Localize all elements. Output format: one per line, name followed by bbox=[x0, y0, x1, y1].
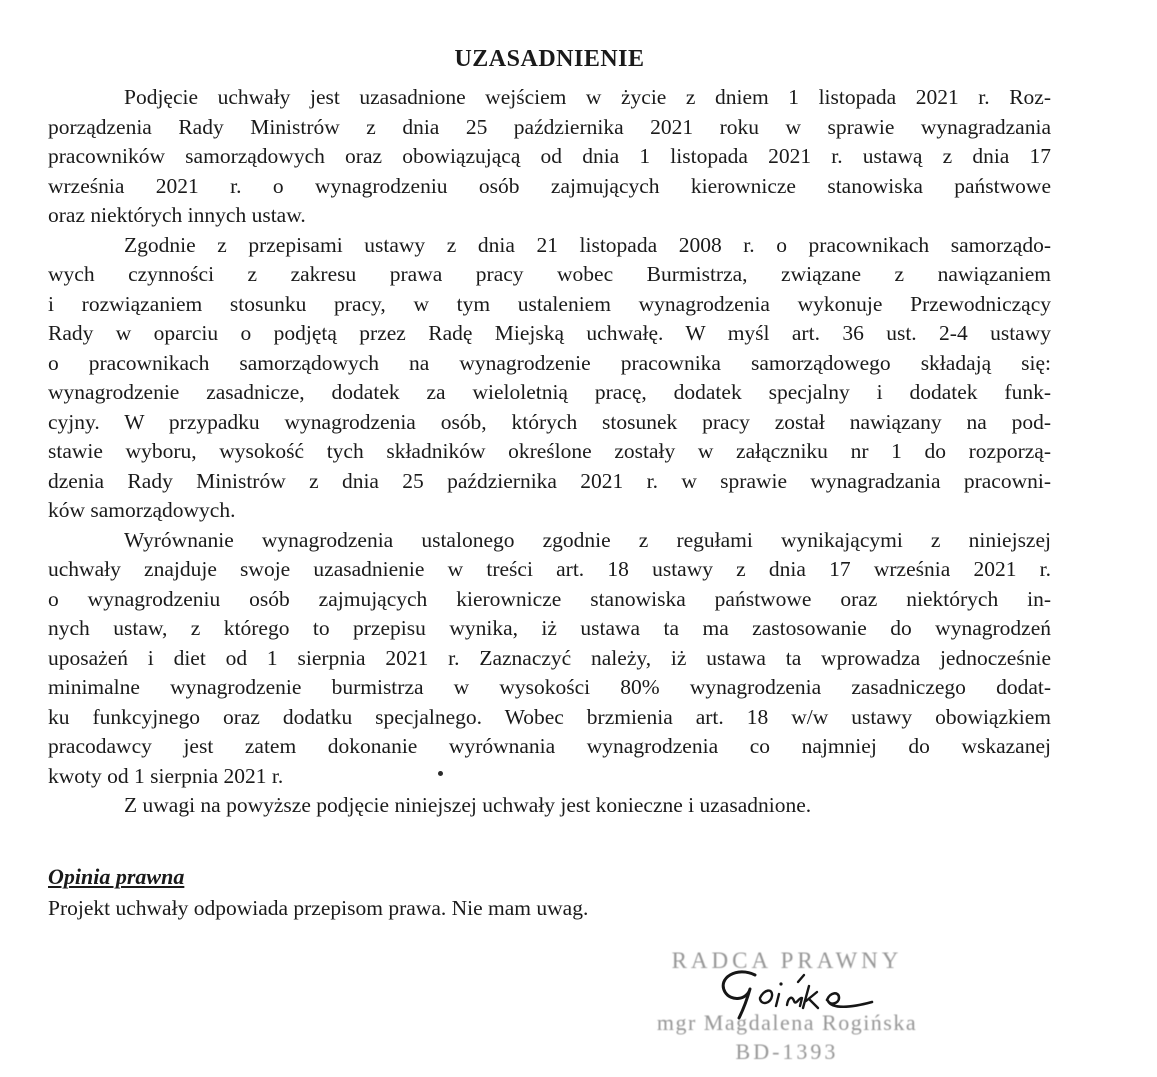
body-line: oraz niektórych innych ustaw. bbox=[48, 203, 306, 227]
body-line: Wyrównanie wynagrodzenia ustalonego zgodnie z regułami wynikającymi z niniejszej bbox=[124, 527, 1051, 552]
document-body bbox=[48, 44, 1051, 925]
body-line: nych ustaw, z którego to przepisu wynika, iż ustawa ta ma zastosowanie do wynagrodzeń bbox=[48, 616, 1051, 640]
body-line: pracodawcy jest zatem dokonanie wyrównania wynagrodzenia co najmniej do wskazanej bbox=[48, 734, 1051, 758]
signature-icon bbox=[703, 962, 878, 1020]
opinion-heading: Opinia prawna bbox=[48, 863, 185, 889]
body-line: stawie wyboru, wysokość tych składników określone zostały w załączniku nr 1 do rozporzą- bbox=[48, 439, 1051, 463]
body-line: ków samorządowych. bbox=[48, 498, 236, 522]
body-line: o wynagrodzeniu osób zajmujących kierownicze stanowiska państwowe oraz niektórych in- bbox=[48, 586, 1051, 611]
body-line: września 2021 r. o wynagrodzeniu osób zajmujących kierownicze stanowiska państwowe bbox=[48, 173, 1051, 198]
body-line: cyjny. W przypadku wynagrodzenia osób, których stosunek pracy został nawiązany na pod- bbox=[48, 409, 1051, 434]
opinion-text: Projekt uchwały odpowiada przepisom prawa. Nie mam uwag. bbox=[48, 895, 589, 920]
body-line: porządzenia Rady Ministrów z dnia 25 października 2021 roku w sprawie wynagradzania bbox=[48, 114, 1051, 139]
body-line: pracowników samorządowych oraz obowiązującą od dnia 1 listopada 2021 r. ustawą z dnia 17 bbox=[48, 144, 1051, 168]
stamp-role: RADCA PRAWNY bbox=[671, 948, 903, 973]
body-line: uposażeń i diet od 1 sierpnia 2021 r. Zaznaczyć należy, iż ustawa ta wprowadza jednocześnie bbox=[48, 645, 1051, 670]
document-title: UZASADNIENIE bbox=[454, 46, 645, 72]
body-line: minimalne wynagrodzenie burmistrza w wysokości 80% wynagrodzenia zasadniczego dodat- bbox=[48, 675, 1051, 699]
body-line: wynagrodzenie zasadnicze, dodatek za wieloletnią pracę, dodatek specjalny i dodatek funk- bbox=[48, 380, 1051, 404]
body-line: dzenia Rady Ministrów z dnia 25 października 2021 r. w sprawie wynagradzania pracowni- bbox=[48, 468, 1051, 493]
body-line: Zgodnie z przepisami ustawy z dnia 21 listopada 2008 r. o pracownikach samorządo- bbox=[124, 232, 1051, 257]
body-line: o pracownikach samorządowych na wynagrodzenie pracownika samorządowego składają się: bbox=[48, 350, 1051, 375]
signature bbox=[703, 962, 878, 1020]
body-line: uchwały znajduje swoje uzasadnienie w treści art. 18 ustawy z dnia 17 września 2021 r. bbox=[48, 557, 1051, 581]
body-line: i rozwiązaniem stosunku pracy, w tym ustaleniem wynagrodzenia wykonuje Przewodniczący bbox=[48, 291, 1051, 316]
body-line: Rady w oparciu o podjętą przez Radę Miejską uchwałę. W myśl art. 36 ust. 2-4 ustawy bbox=[48, 321, 1051, 345]
stamp-number: BD-1393 bbox=[735, 1039, 839, 1064]
body-line: ku funkcyjnego oraz dodatku specjalnego. Wobec brzmienia art. 18 w/w ustawy obowiązkiem bbox=[48, 704, 1051, 729]
body-line: wych czynności z zakresu prawa pracy wobec Burmistrza, związane z nawiązaniem bbox=[48, 262, 1051, 286]
body-line: Podjęcie uchwały jest uzasadnione wejściem w życie z dniem 1 listopada 2021 r. Roz- bbox=[124, 85, 1051, 109]
legal-opinion-section bbox=[48, 861, 1051, 925]
body-line: kwoty od 1 sierpnia 2021 r. bbox=[48, 763, 284, 788]
body-line: Z uwagi na powyższe podjęcie niniejszej uchwały jest konieczne i uzasadnione. bbox=[124, 793, 812, 817]
stamp-name: mgr Magdalena Rogińska bbox=[656, 1010, 918, 1035]
scan-artifact-dot bbox=[438, 771, 443, 776]
